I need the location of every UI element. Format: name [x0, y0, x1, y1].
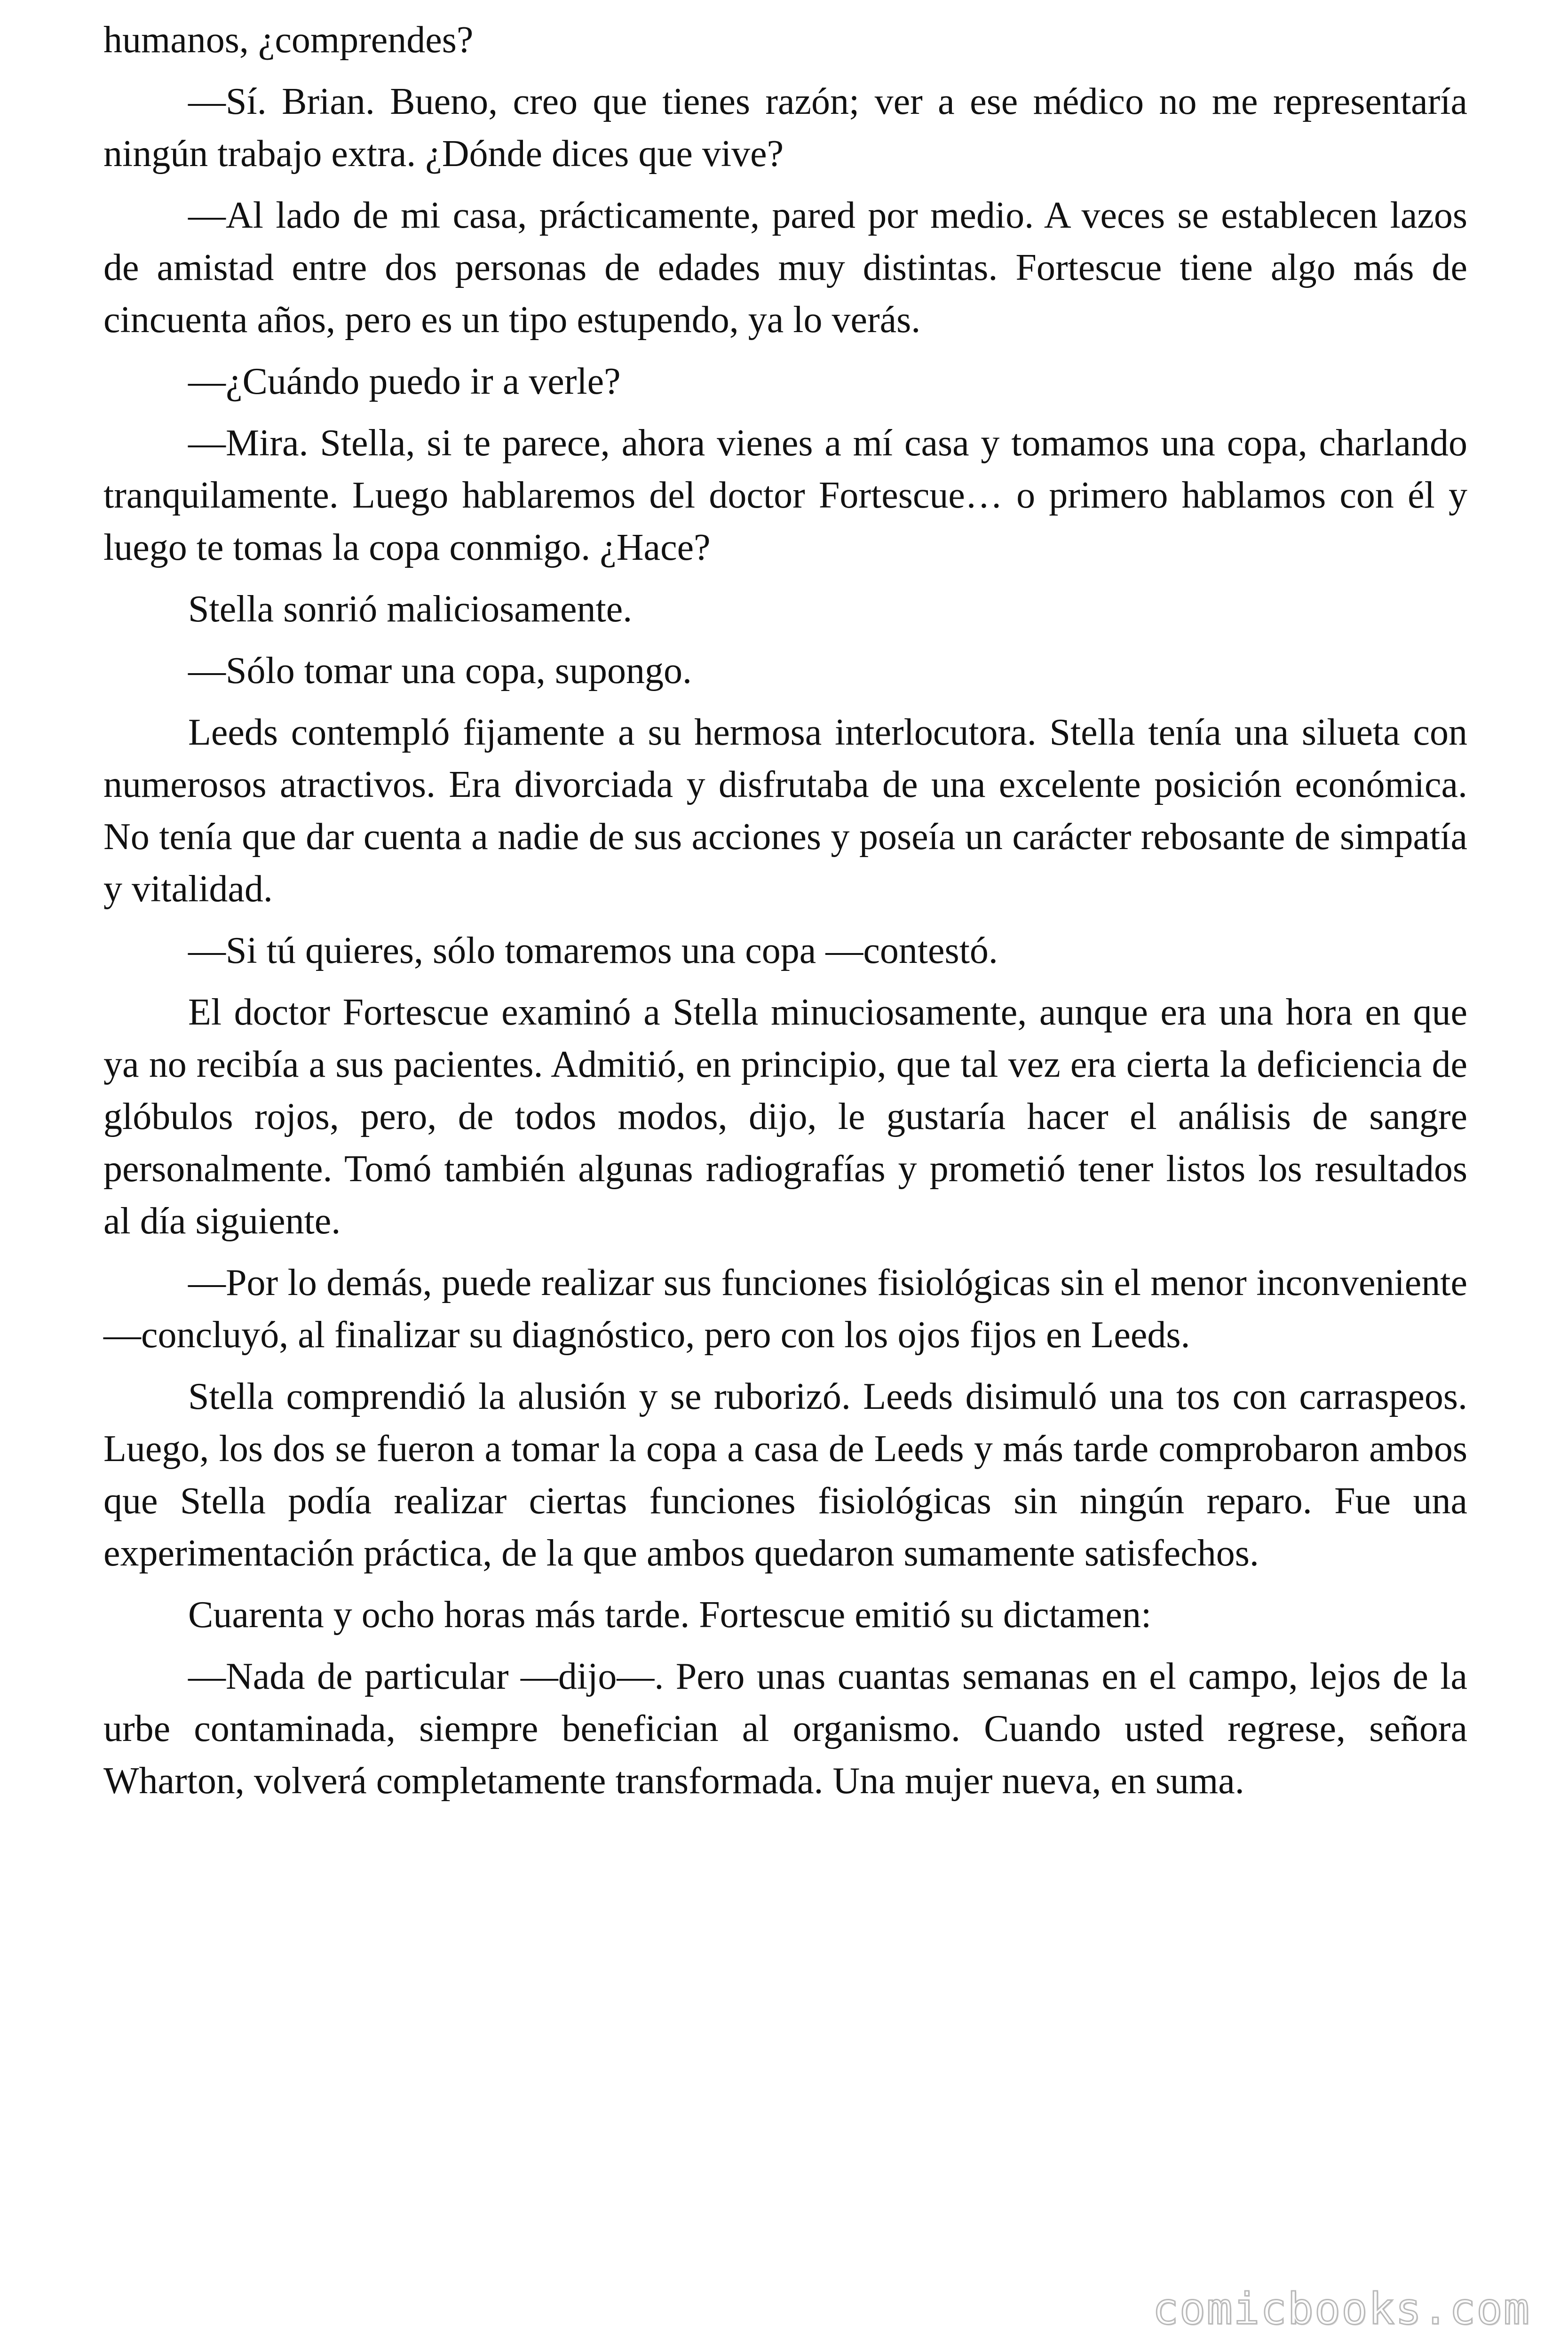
paragraph: —Nada de particular —dijo—. Pero unas cuantas semanas en el campo, lejos de la urbe contaminada, siempre benefician al organismo. Cuando usted regrese, señora Wharton, volverá completamente transformada. Una mujer nueva, en suma. [103, 1656, 1467, 1802]
paragraph: Stella comprendió la alusión y se ruborizó. Leeds disimuló una tos con carraspeos. Luego, los dos se fueron a tomar la copa a casa de Leeds y más tarde comprobaron ambos que Stella podía realizar ciertas funciones fisiológicas sin ningún reparo. Fue una experimentación práctica, de la que ambos quedaron sumamente satisfechos. [103, 1376, 1467, 1574]
paragraph: —Sólo tomar una copa, supongo. [188, 650, 692, 691]
paragraph: Leeds contempló fijamente a su hermosa interlocutora. Stella tenía una silueta con numerosos atractivos. Era divorciada y disfrutaba de una excelente posición económica. No tenía que dar cuenta a nadie de sus acciones y poseía un carácter rebosante de simpatía y vitalidad. [103, 712, 1467, 910]
paragraph: —Si tú quieres, sólo tomaremos una copa —contestó. [188, 930, 998, 971]
page-body-text [103, 14, 1467, 1817]
paragraph: —Mira. Stella, si te parece, ahora vienes a mí casa y tomamos una copa, charlando tranquilamente. Luego hablaremos del doctor Fortescue… o primero hablamos con él y luego te tomas la copa conmigo. ¿Hace? [103, 422, 1467, 568]
watermark-logo: comicbooks.com [1152, 2284, 1530, 2334]
paragraph: Cuarenta y ocho horas más tarde. Fortescue emitió su dictamen: [188, 1594, 1152, 1636]
paragraph: —Sí. Brian. Bueno, creo que tienes razón; ver a ese médico no me representaría ningún trabajo extra. ¿Dónde dices que vive? [103, 81, 1467, 175]
paragraph: Stella sonrió maliciosamente. [188, 588, 633, 630]
paragraph: El doctor Fortescue examinó a Stella minuciosamente, aunque era una hora en que ya no recibía a sus pacientes. Admitió, en principio, que tal vez era cierta la deficiencia de glóbulos rojos, pero, de todos modos, dijo, le gustaría hacer el análisis de sangre personalmente. Tomó también algunas radiografías y prometió tener listos los resultados al día siguiente. [103, 992, 1467, 1242]
paragraph: —Al lado de mi casa, prácticamente, pared por medio. A veces se establecen lazos de amistad entre dos personas de edades muy distintas. Fortescue tiene algo más de cincuenta años, pero es un tipo estupendo, ya lo verás. [103, 195, 1467, 341]
paragraph-continuation: humanos, ¿comprendes? [103, 19, 474, 61]
paragraph: —¿Cuándo puedo ir a verle? [188, 361, 621, 402]
paragraph: —Por lo demás, puede realizar sus funciones fisiológicas sin el menor inconveniente —concluyó, al finalizar su diagnóstico, pero con los ojos fijos en Leeds. [103, 1262, 1467, 1356]
